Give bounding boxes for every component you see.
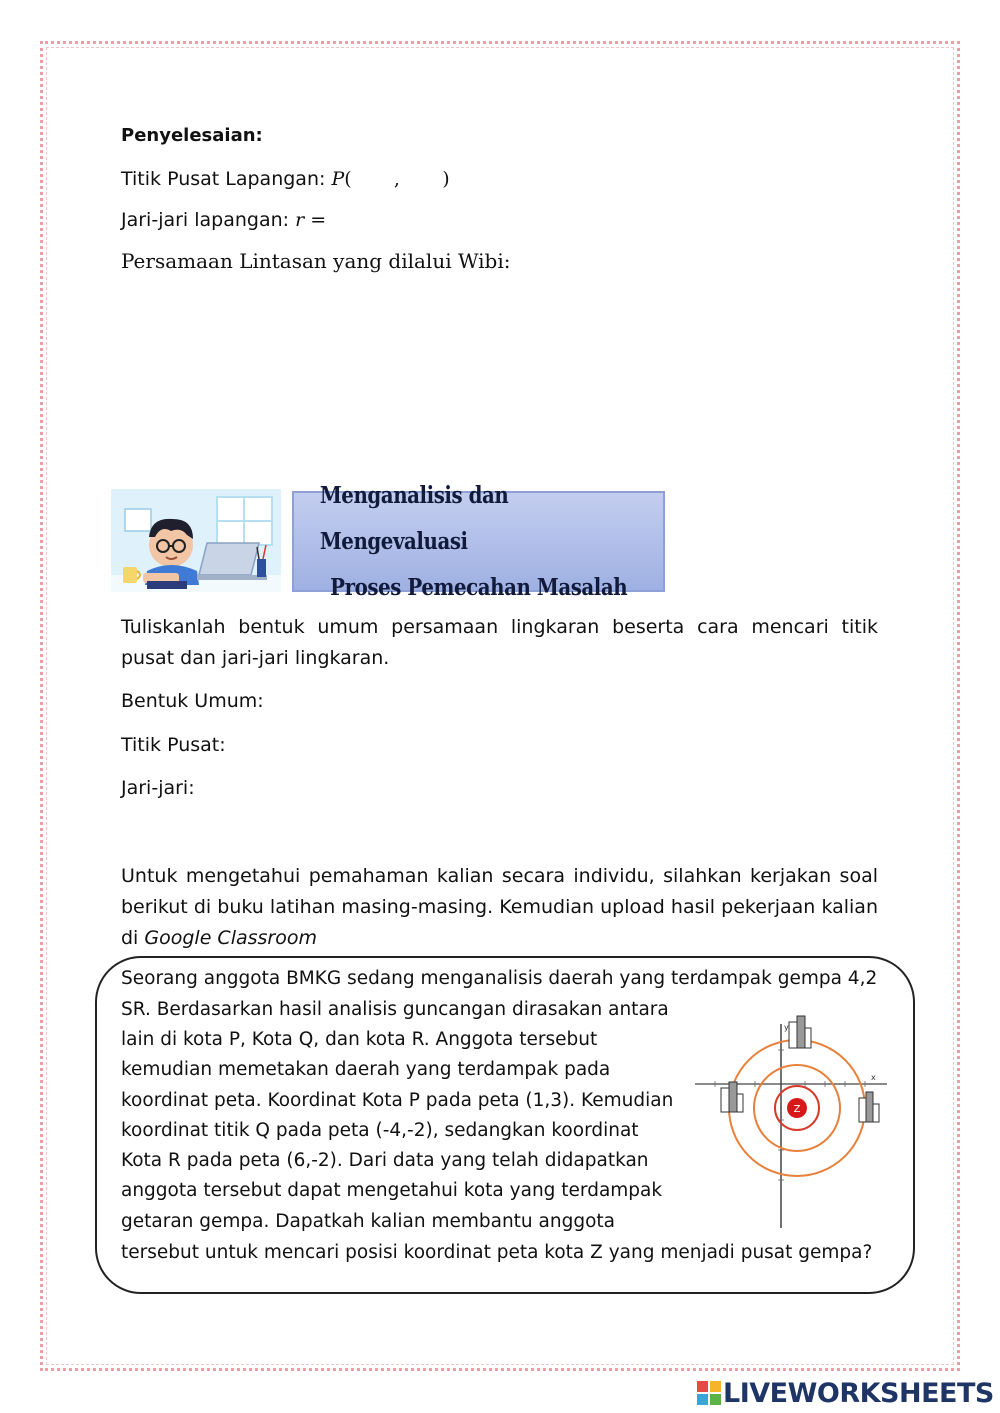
path-equation-label: Persamaan Lintasan yang dilalui Wibi: [121,249,511,273]
liveworksheets-logo-icon [697,1381,721,1405]
epicenter-label: Z [793,1104,801,1115]
radius-label: Jari-jari lapangan: [121,209,296,231]
problem-line: koordinat peta. Koordinat Kota P pada peta (1,3). Kemudian [121,1090,674,1111]
center-label: Titik Pusat Lapangan: [121,168,332,190]
problem-line: lain di kota P, Kota Q, dan kota R. Anggota tersebut [121,1029,598,1050]
problem-line: anggota tersebut dapat mengetahui kota yang terdampak [121,1180,663,1201]
evaluate-instruction: Tuliskanlah bentuk umum persamaan lingkaran beserta cara mencari titik pusat dan jari-jari lingkaran. [121,616,878,669]
problem-line: koordinat titik Q pada peta (-4,-2), sedangkan koordinat [121,1120,639,1141]
center-symbol: P [331,168,345,190]
google-classroom-text: Google Classroom [144,927,317,949]
x-axis-label: x [871,1073,876,1082]
y-axis-label: y [784,1023,789,1032]
liveworksheets-logo-text: LIVEWORKSHEETS [723,1377,994,1409]
problem-line: kemudian memetakan daerah yang terdampak pada [121,1059,611,1080]
solution-heading: Penyelesaian: [121,125,263,146]
liveworksheets-logo [697,1378,994,1408]
problem-line: getaran gempa. Dapatkah kalian membantu anggota [121,1211,615,1232]
general-form-label: Bentuk Umum: [121,690,264,712]
radius-label-2: Jari-jari: [121,777,195,799]
problem-line: Seorang anggota BMKG sedang menganalisis daerah yang terdampak gempa 4,2 [121,968,878,989]
radius-line [121,205,326,235]
building-icon-top [789,1016,811,1048]
banner-title-line1: Menganalisis dan Mengevaluasi [319,481,509,555]
problem-line: SR. Berdasarkan hasil analisis guncangan dirasakan antara [121,999,669,1020]
earthquake-map-figure [695,1010,890,1235]
center-blank: ( , ) [344,168,450,190]
problem-line: Kota R pada peta (6,-2). Dari data yang telah didapatkan [121,1150,649,1171]
student-laptop-illustration [111,489,281,592]
building-icon-left [721,1082,743,1112]
problem-line: tersebut untuk mencari posisi koordinat peta kota Z yang menjadi pusat gempa? [121,1242,873,1263]
task-text: Untuk mengetahui pemahaman kalian secara individu, silahkan kerjakan soal berikut di buku latihan masing-masing. Kemudian upload hasil pekerjaan kalian di [121,865,878,949]
center-point-label: Titik Pusat: [121,734,226,756]
radius-symbol: r = [295,209,327,231]
building-icon-right [859,1092,879,1122]
center-line [121,164,450,194]
section-banner [292,481,665,601]
banner-title-line2: Proses Pemecahan Masalah [329,573,628,601]
task-paragraph [121,861,878,954]
